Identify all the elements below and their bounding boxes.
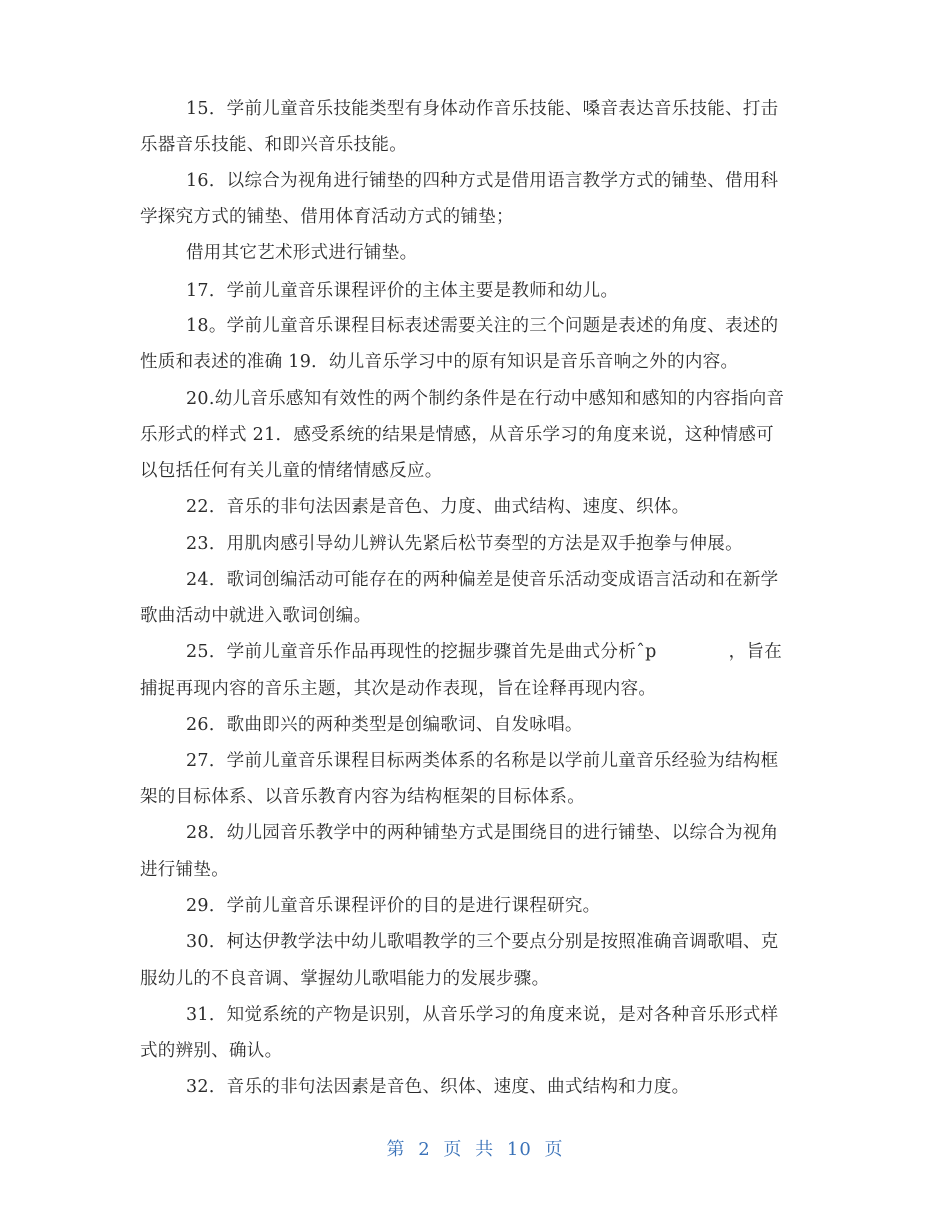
text-line: 18。学前儿童音乐课程目标表述需要关注的三个问题是表述的角度、表述的 <box>186 316 779 336</box>
text-line: 20.幼儿音乐感知有效性的两个制约条件是在行动中感知和感知的内容指向音 <box>186 389 785 409</box>
text-line: 26．歌曲即兴的两种类型是创编歌词、自发咏唱。 <box>186 715 583 735</box>
text-line: 31．知觉系统的产物是识别，从音乐学习的角度来说，是对各种音乐形式样 <box>186 1005 779 1025</box>
footer-word: 第 <box>386 1139 406 1160</box>
text-line: 17．学前儿童音乐课程评价的主体主要是教师和幼儿。 <box>186 281 619 301</box>
text-segment: ，旨在 <box>728 642 783 662</box>
text-line: 乐形式的样式 21．感受系统的结果是情感，从音乐学习的角度来说，这种情感可 <box>140 425 774 445</box>
text-line: 23．用肌肉感引导幼儿辨认先紧后松节奏型的方法是双手抱拳与伸展。 <box>186 534 743 554</box>
text-line: 27．学前儿童音乐课程目标两类体系的名称是以学前儿童音乐经验为结构框 <box>186 751 779 771</box>
text-line: 24．歌词创编活动可能存在的两种偏差是使音乐活动变成语言活动和在新学 <box>186 570 779 590</box>
text-line: 16．以综合为视角进行铺垫的四种方式是借用语言教学方式的铺垫、借用科 <box>186 171 779 191</box>
text-segment: 25．学前儿童音乐作品再现性的挖掘步骤首先是曲式分析ˆp <box>186 642 657 662</box>
page-footer <box>0 1135 950 1161</box>
footer-word: 页 <box>544 1139 564 1160</box>
footer-word: 共 <box>475 1139 495 1160</box>
text-line: 28．幼儿园音乐教学中的两种铺垫方式是围绕目的进行铺垫、以综合为视角 <box>186 823 779 843</box>
text-line: 22．音乐的非句法因素是音色、力度、曲式结构、速度、织体。 <box>186 497 690 517</box>
text-line: 捕捉再现内容的音乐主题，其次是动作表现，旨在诠释再现内容。 <box>140 679 657 699</box>
text-line: 学探究方式的铺垫、借用体育活动方式的铺垫； <box>140 207 514 227</box>
text-line: 架的目标体系、以音乐教育内容为结构框架的目标体系。 <box>140 787 585 807</box>
text-line-with-gap <box>186 640 826 664</box>
total-page-count: 10 <box>506 1139 532 1160</box>
footer-word: 页 <box>443 1139 463 1160</box>
text-line: 乐器音乐技能、和即兴音乐技能。 <box>140 135 407 155</box>
text-line: 性质和表述的准确 19．幼儿音乐学习中的原有知识是音乐音响之外的内容。 <box>140 352 739 372</box>
text-line: 式的辨别、确认。 <box>140 1041 283 1061</box>
current-page-number: 2 <box>418 1139 431 1160</box>
text-line: 歌曲活动中就进入歌词创编。 <box>140 606 372 626</box>
text-line: 以包括任何有关儿童的情绪情感反应。 <box>140 461 443 481</box>
text-line: 15．学前儿童音乐技能类型有身体动作音乐技能、嗓音表达音乐技能、打击 <box>186 99 779 119</box>
text-line: 29．学前儿童音乐课程评价的目的是进行课程研究。 <box>186 896 601 916</box>
text-line: 32．音乐的非句法因素是音色、织体、速度、曲式结构和力度。 <box>186 1077 690 1097</box>
text-line: 30．柯达伊教学法中幼儿歌唱教学的三个要点分别是按照准确音调歌唱、克 <box>186 932 779 952</box>
text-line: 借用其它艺术形式进行铺垫。 <box>186 243 418 263</box>
text-line: 进行铺垫。 <box>140 860 229 880</box>
text-line: 服幼儿的不良音调、掌握幼儿歌唱能力的发展步骤。 <box>140 969 550 989</box>
